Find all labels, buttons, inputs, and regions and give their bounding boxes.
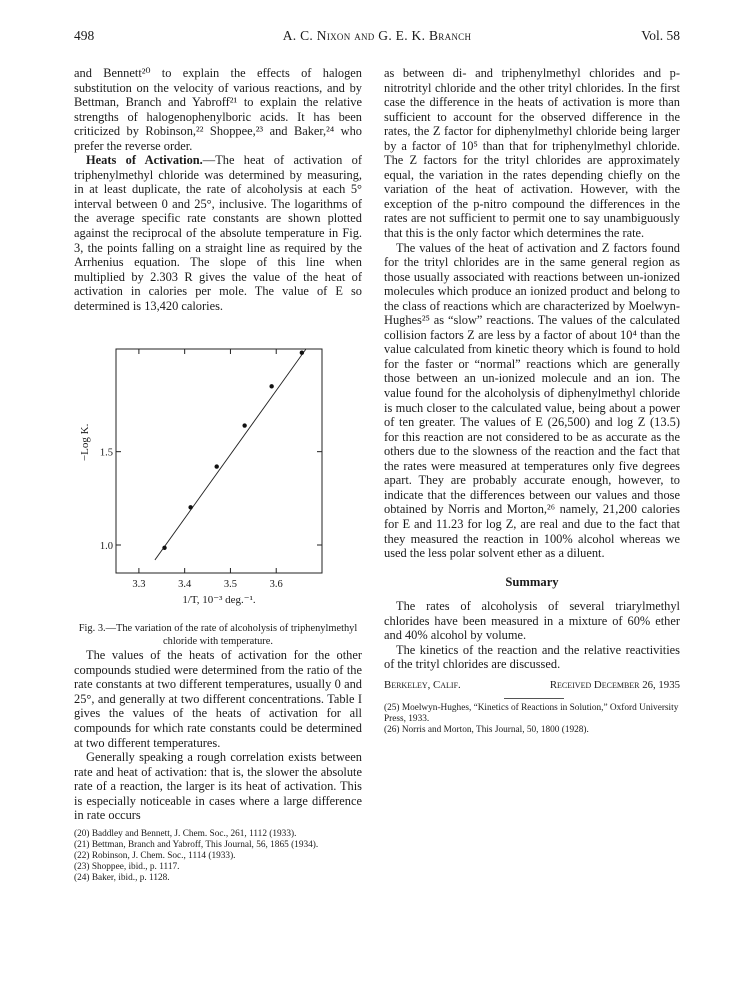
footnote-26: (26) Norris and Morton, This Journal, 50, 1800 (1928). [384,725,589,736]
footnote-25: (25) Moelwyn-Hughes, “Kinetics of Reactions in Solution,” Oxford University Press, 1933. [384,703,679,725]
data-point [162,546,166,550]
data-point [269,384,273,388]
left-column [74,66,362,884]
left-paragraph-1: and Bennett²⁰ to explain the effects of halogen substitution on the velocity of various reactions, and by Bettman, Branch and Yabroff²¹ to explain the relative strengths of halogenophenylboric acids. It has been criticized by Robinson,²² Shoppee,²³ and Baker,²⁴ who prefer the reverse order. [74,66,362,153]
right-column [384,66,680,736]
x-tick-label: 3.6 [269,579,283,591]
signature-line [384,678,680,693]
right-paragraph-1: as between di- and triphenylmethyl chlorides and p-nitrotrityl chloride and the other trityl chlorides. In the first case the difference in the heats of activation is more than sufficient to account for the observed difference in the rates, the Z factor for diphenylmethyl chloride being larger by a factor of 10⁵ than that for triphenylmethyl chloride. The Z factors for the trityl chlorides are approximately equal, the variation in the rates depending chiefly on the variation of the heat of activation. However, with the exception of the p-nitro compound the differences in the rates are not sufficient to permit one to say unambiguously that this is the only factor which determines the rate. [384,66,680,241]
left-footnotes [74,829,362,884]
data-point [242,424,246,428]
signature-location: Berkeley, Calif. [384,678,461,691]
y-tick-label: 1.0 [99,541,113,553]
left-paragraph-3: The values of the heats of activation for the other compounds studied were determined from the ratio of the rate constants at two different temperatures, usually 0 and 25°, and generally at two different concentrations. Table I gives the values of the heats of activation for all compounds for which rate constants could be determined at two different temperatures. [74,648,362,750]
footnote-22: (22) Robinson, J. Chem. Soc., 1114 (1933). [74,850,236,861]
footnote-20: (20) Baddley and Bennett, J. Chem. Soc., 261, 1112 (1933). [74,828,297,839]
data-point [215,465,219,469]
summary-paragraph-2: The kinetics of the reaction and the relative reactivities of the trityl chlorides are discussed. [384,642,680,672]
left-paragraph-2-body: —The heat of activation of triphenylmethyl chloride was determined by measuring, in at least duplicate, the rate of alcoholysis at each 5° interval between 0 and 25°, inclusive. The logarithms of the average specific rate constants are shown plotted against the reciprocal of the absolute temperature in Fig. 3, the points falling on a straight line as required by the Arrhenius equation. The slope of this line when multiplied by 2.303 R gives the value of the heat of activation in calories per mole. The value of E so determined is 13,420 calories. [74,153,362,313]
footnote-24: (24) Baker, ibid., p. 1128. [74,872,170,883]
right-paragraph-2: The values of the heat of activation and Z factors found for the trityl chlorides are in the same general region as those usually associated with reactions between un-ionized molecules which produce an ionized product and belong to the class of reactions which are characterized by Moelwyn-Hughes²⁵ as “slow” reactions. The values of the calculated collision factors Z are less by a factor of about 10⁴ than the value calculated from kinetic theory which is found to hold for the faster or “normal” reactions which are generally those between an un-ionized molecule and an ion. The value found for the alcoholysis of diphenylmethyl chloride is much closer to the calculated value, being about a power of ten greater. The values of E (26,500) and log Z (13.5) for this reaction are not considered to be as accurate as the others due to the slowness of the reaction and the fact that the rates were measured at temperatures only five degrees apart. They are probably accurate enough, however, to indicate that the differences between our values and those obtained by Norris and Morton,²⁶ namely, 21,200 calories for E and 11.23 for log Z, are real and due to the fact that they measured the reaction in 100% alcohol whereas we used the less polar solvent ether as a diluent. [384,240,680,561]
right-footnotes [384,703,680,736]
left-paragraph-4: Generally speaking a rough correlation exists between rate and heat of activation: that is, the slower the absolute rate of a reaction, the larger is its heat of activation. This is especially noticeable in cases where a large difference in rate occurs [74,750,362,823]
figure-3 [74,343,362,623]
x-tick-label: 3.5 [223,579,238,591]
plot-frame [116,349,322,573]
x-tick-label: 3.4 [178,579,192,591]
x-axis-label: 1/T, 10⁻³ deg.⁻¹. [182,594,256,607]
running-authors: A. C. Nixon and G. E. K. Branch [282,28,472,43]
running-header [74,28,680,50]
figure-caption: Fig. 3.—The variation of the rate of alcoholysis of triphenylmethyl chloride with temperature. [78,623,358,647]
y-tick-label: 1.5 [99,447,113,459]
signature-received: Received December 26, 1935 [549,678,680,691]
x-tick-label: 3.3 [132,579,146,591]
footnote-23: (23) Shoppee, ibid., p. 1117. [74,861,180,872]
left-paragraph-2 [74,153,362,313]
data-point [300,351,304,355]
volume-number: Vol. 58 [641,28,680,43]
page-number: 498 [74,28,95,43]
section-heading-heats: Heats of Activation. [86,153,203,168]
fit-line [155,349,306,560]
data-point [188,505,192,509]
footnote-rule [504,698,564,699]
footnote-21: (21) Bettman, Branch and Yabroff, This Journal, 56, 1865 (1934). [74,839,319,850]
summary-paragraph-1: The rates of alcoholysis of several triarylmethyl chlorides have been measured in a mixture of 60% ether and 40% alcohol by volume. [384,599,680,643]
y-axis-label: −Log K. [79,423,91,462]
arrhenius-chart [74,343,362,623]
summary-heading: Summary [505,574,559,589]
